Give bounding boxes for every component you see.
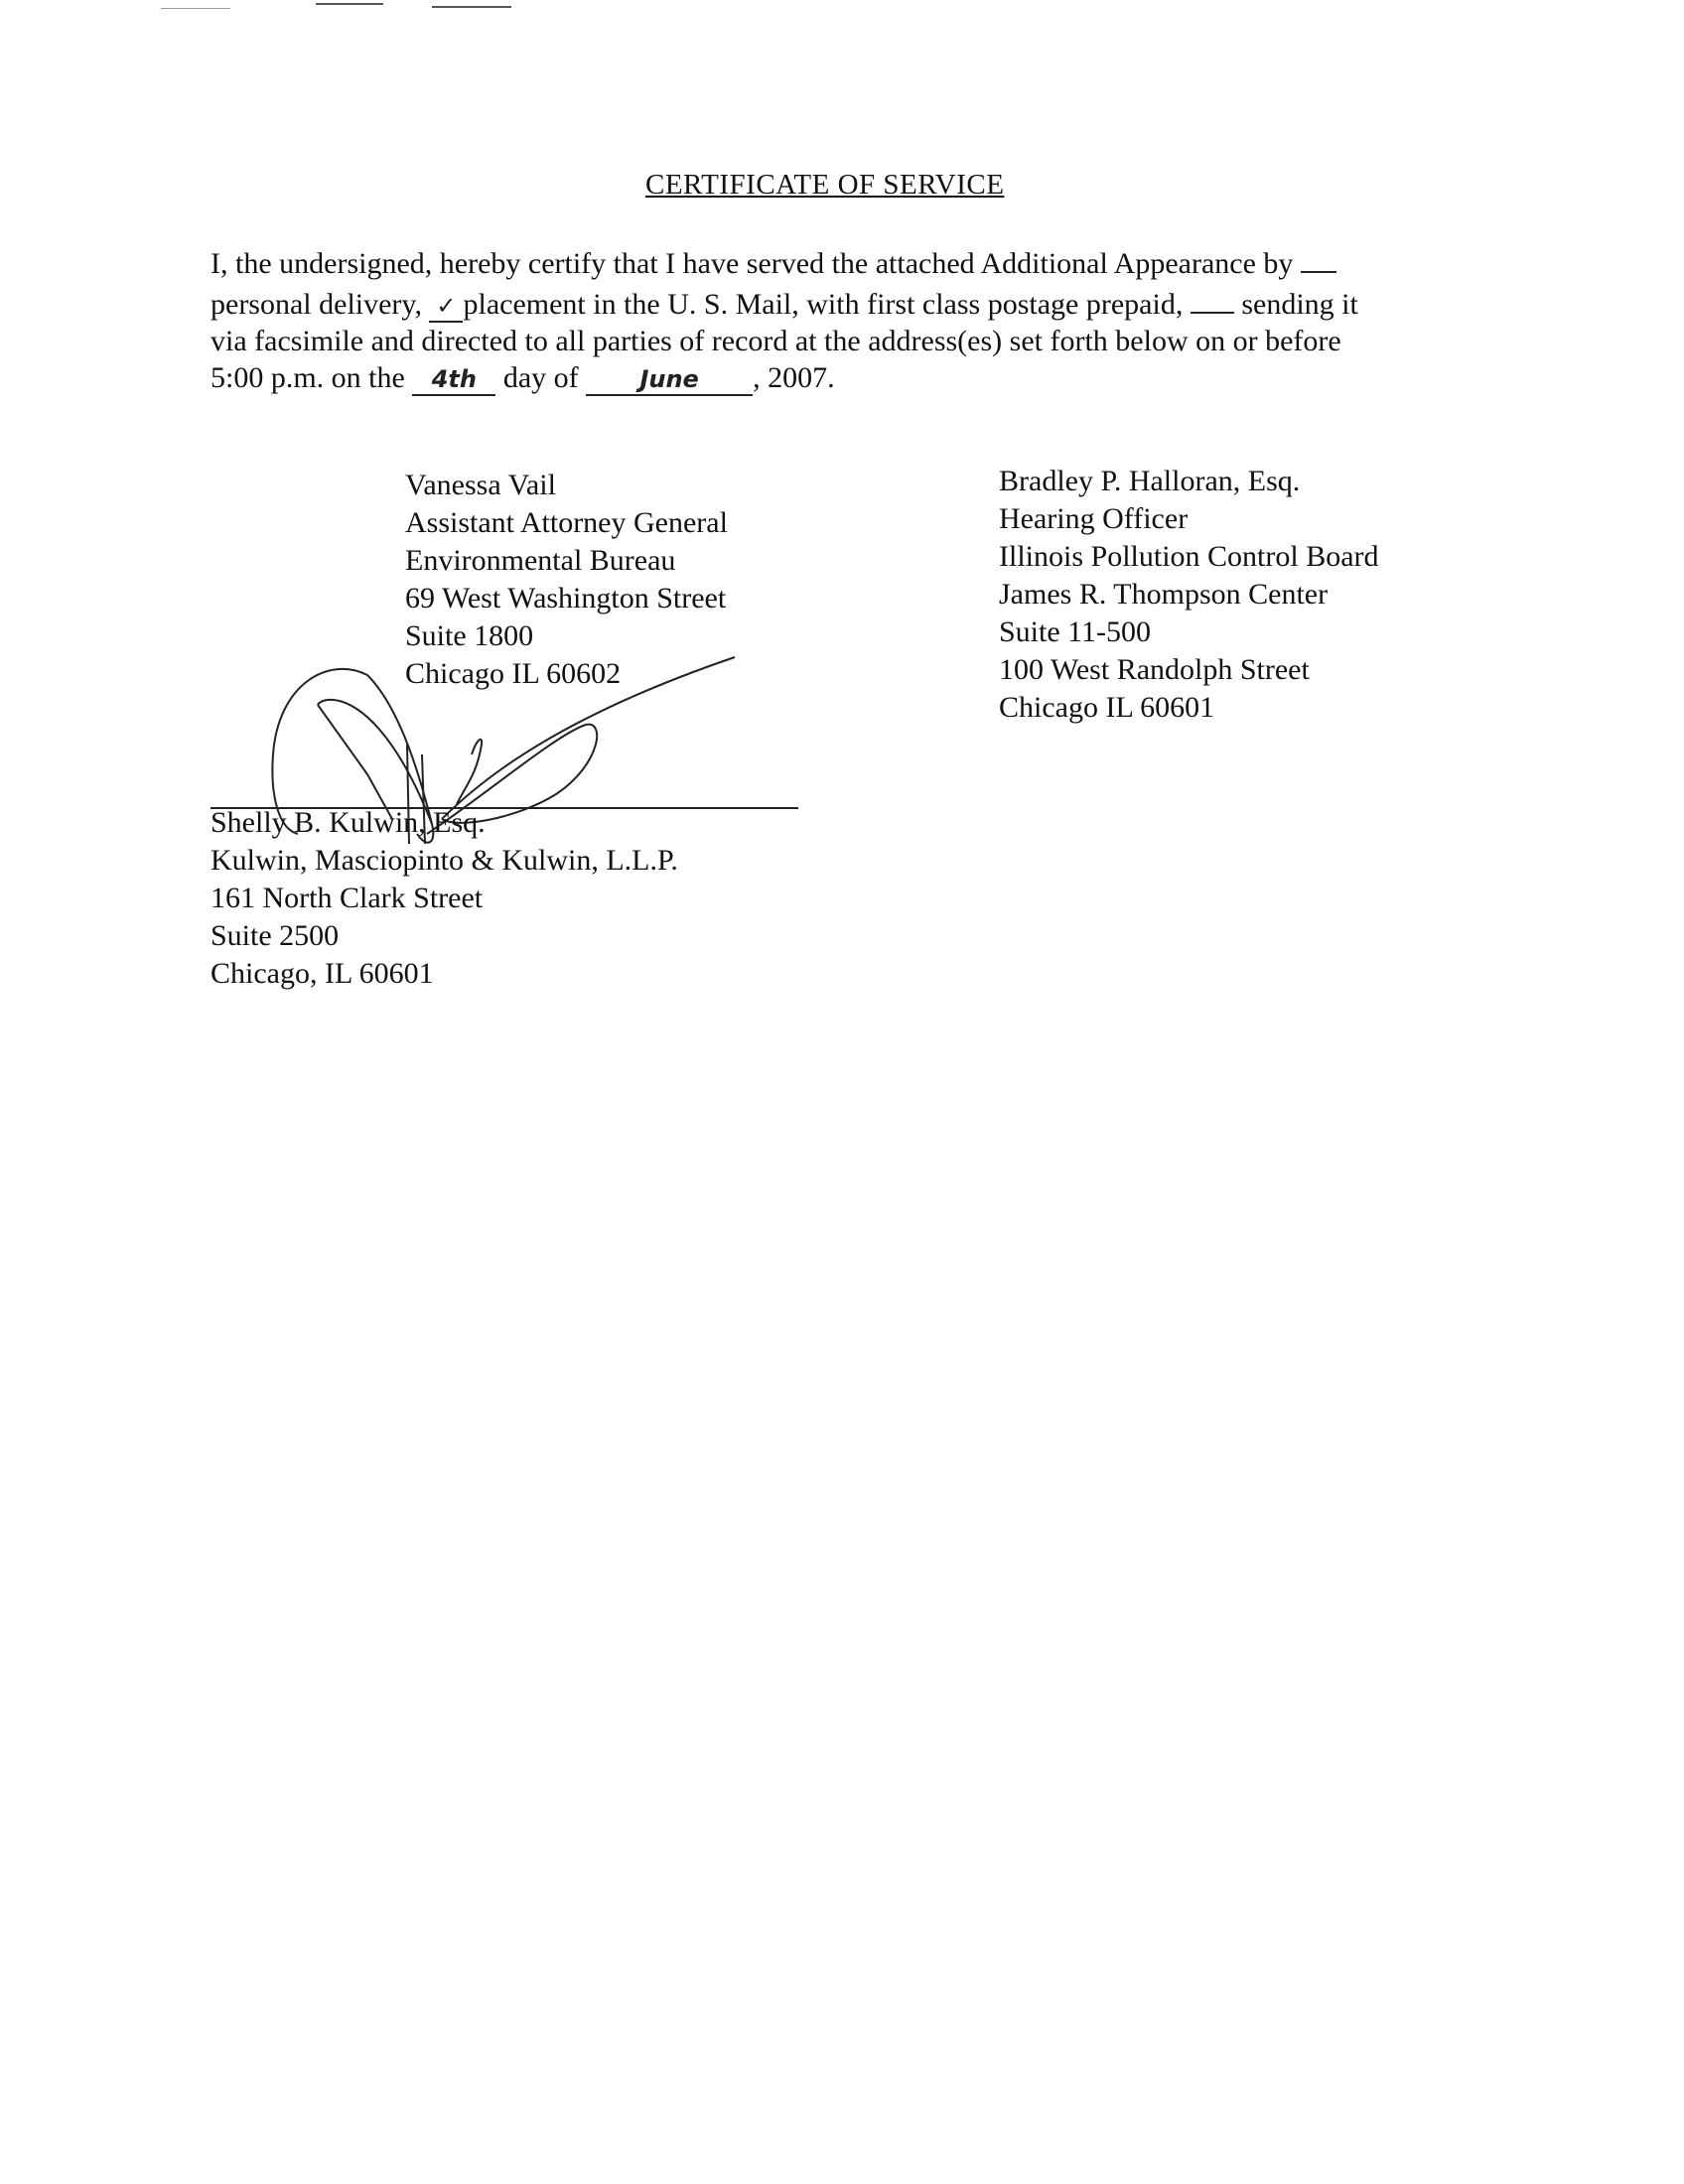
- personal-delivery-blank: [1301, 241, 1336, 273]
- mail-placement-check: ✓: [429, 291, 463, 323]
- address-line: Assistant Attorney General: [405, 506, 728, 539]
- facsimile-blank: [1191, 282, 1234, 314]
- scan-mark: [432, 6, 511, 8]
- signer-block: [210, 804, 678, 993]
- address-line: 100 West Randolph Street: [999, 653, 1310, 686]
- year-text: , 2007.: [753, 361, 835, 394]
- address-line: Chicago IL 60601: [999, 691, 1215, 724]
- signer-suite: Suite 2500: [210, 919, 340, 952]
- address-line: Bradley P. Halloran, Esq.: [999, 465, 1301, 497]
- month-handwritten: June: [586, 364, 753, 396]
- signer-city: Chicago, IL 60601: [210, 957, 434, 990]
- address-line: Suite 11-500: [999, 615, 1152, 648]
- address-line: Vanessa Vail: [405, 469, 556, 501]
- signer-firm: Kulwin, Masciopinto & Kulwin, L.L.P.: [210, 844, 678, 877]
- personal-delivery-text: personal delivery,: [210, 288, 422, 321]
- mail-placement-text: placement in the U. S. Mail, with first class postage prepaid,: [463, 288, 1184, 321]
- address-line: Illinois Pollution Control Board: [999, 540, 1379, 573]
- address-line: 69 West Washington Street: [405, 582, 727, 614]
- day-handwritten: 4th: [412, 364, 495, 396]
- document-title: CERTIFICATE OF SERVICE: [645, 169, 1005, 201]
- recipient-address-halloran: [999, 463, 1379, 727]
- signer-name: Shelly B. Kulwin, Esq.: [210, 806, 486, 839]
- time-prefix: 5:00 p.m. on the: [210, 361, 405, 394]
- scan-mark: [161, 8, 230, 9]
- address-line: Suite 1800: [405, 619, 534, 652]
- certification-paragraph: [210, 241, 1521, 396]
- day-of-text: day of: [502, 361, 579, 394]
- certification-line-3: via facsimile and directed to all parties of record at the address(es) set forth below on or before: [210, 325, 1341, 357]
- address-line: James R. Thompson Center: [999, 578, 1329, 611]
- address-line: Hearing Officer: [999, 502, 1189, 535]
- address-line: Chicago IL 60602: [405, 657, 622, 690]
- certification-line-1: I, the undersigned, hereby certify that I have served the attached Additional Appearance by: [210, 247, 1294, 280]
- scan-mark: [316, 3, 383, 5]
- signer-street: 161 North Clark Street: [210, 882, 484, 914]
- address-line: Environmental Bureau: [405, 544, 676, 577]
- sending-text: sending it: [1241, 288, 1358, 321]
